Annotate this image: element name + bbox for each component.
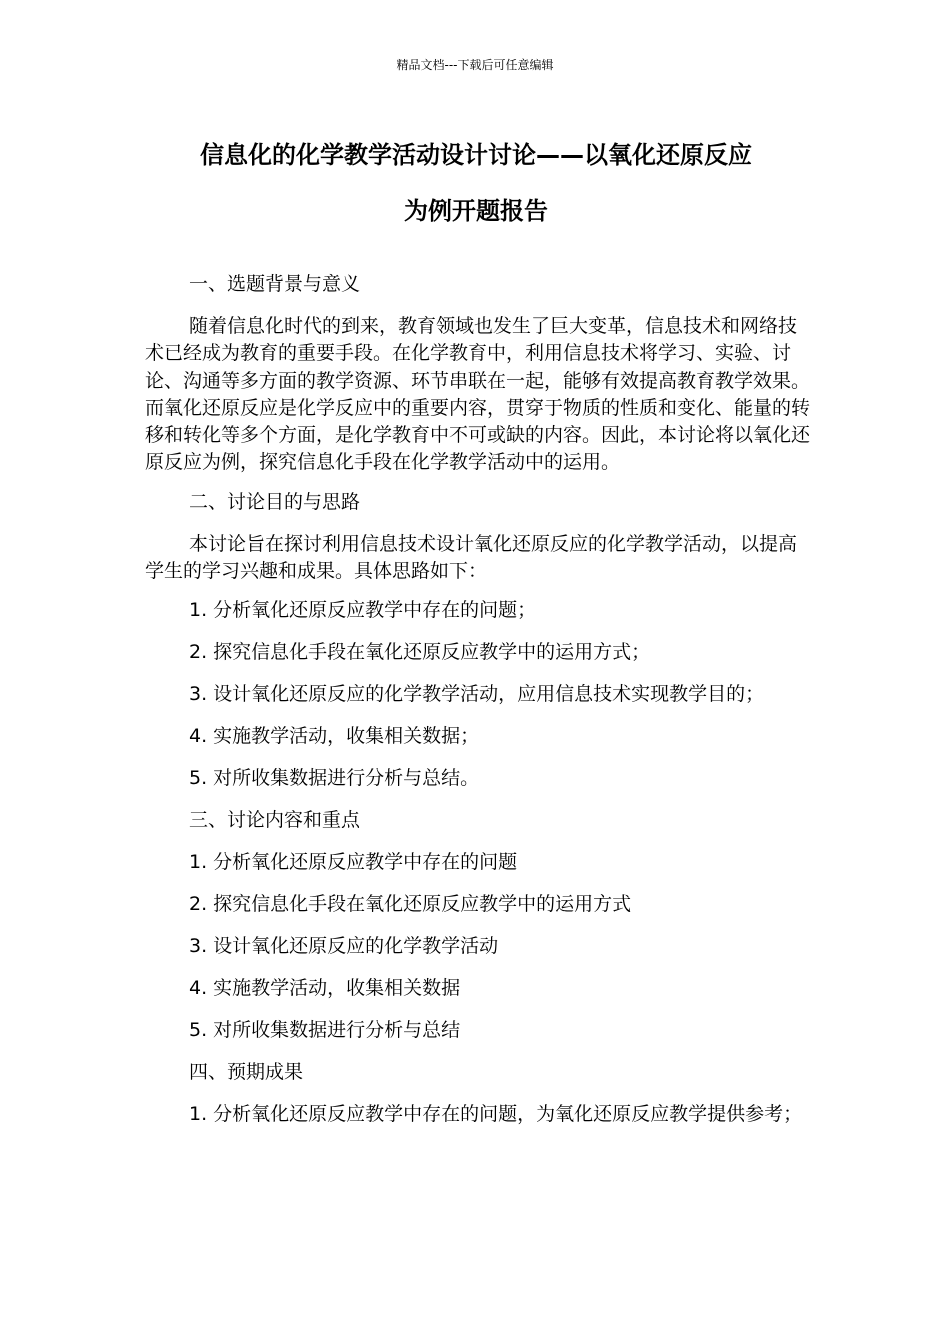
content-list-item: 3. 设计氧化还原反应的化学教学活动 bbox=[189, 935, 499, 958]
purpose-paragraph: 本讨论旨在探讨利用信息技术设计氧化还原反应的化学教学活动，以提高学生的学习兴趣和成果。具体思路如下： bbox=[145, 532, 798, 583]
document-title-line-1: 信息化的化学教学活动设计讨论——以氧化还原反应 bbox=[200, 141, 752, 169]
purpose-list-item: 5. 对所收集数据进行分析与总结。 bbox=[189, 767, 480, 790]
document-body bbox=[145, 271, 810, 1128]
section-heading-content: 三、讨论内容和重点 bbox=[189, 809, 361, 832]
purpose-list-item: 4. 实施教学活动，收集相关数据； bbox=[189, 725, 480, 748]
outcomes-list-item: 1. 分析氧化还原反应教学中存在的问题，为氧化还原反应教学提供参考； bbox=[189, 1103, 803, 1126]
page-header: 精品文档---下载后可任意编辑 bbox=[396, 58, 554, 72]
content-list-item: 5. 对所收集数据进行分析与总结 bbox=[189, 1019, 461, 1042]
content-list-item: 4. 实施教学活动，收集相关数据 bbox=[189, 977, 461, 1000]
section-heading-outcomes: 四、预期成果 bbox=[189, 1061, 304, 1084]
content-list-item: 2. 探究信息化手段在氧化还原反应教学中的运用方式 bbox=[189, 893, 632, 916]
section-heading-purpose: 二、讨论目的与思路 bbox=[189, 490, 361, 513]
section-heading-background: 一、选题背景与意义 bbox=[189, 273, 361, 295]
content-list-item: 1. 分析氧化还原反应教学中存在的问题 bbox=[189, 851, 518, 874]
purpose-list-item: 2. 探究信息化手段在氧化还原反应教学中的运用方式； bbox=[189, 641, 651, 664]
document-title-line-2: 为例开题报告 bbox=[404, 197, 548, 225]
purpose-list-item: 3. 设计氧化还原反应的化学教学活动，应用信息技术实现教学目的； bbox=[189, 683, 765, 706]
background-paragraph: 随着信息化时代的到来，教育领域也发生了巨大变革，信息技术和网络技术已经成为教育的重要手段。在化学教育中，利用信息技术将学习、实验、讨论、沟通等多方面的教学资源、环节串联在一起，能够有效提高教育教学效果。而氧化还原反应是化学反应中的重要内容，贯穿于物质的性质和变化、能量的转移和转化等多个方面，是化学教育中不可或缺的内容。因此，本讨论将以氧化还原反应为例，探究信息化手段在化学教学活动中的运用。 bbox=[145, 315, 811, 474]
purpose-list-item: 1. 分析氧化还原反应教学中存在的问题； bbox=[189, 599, 537, 622]
